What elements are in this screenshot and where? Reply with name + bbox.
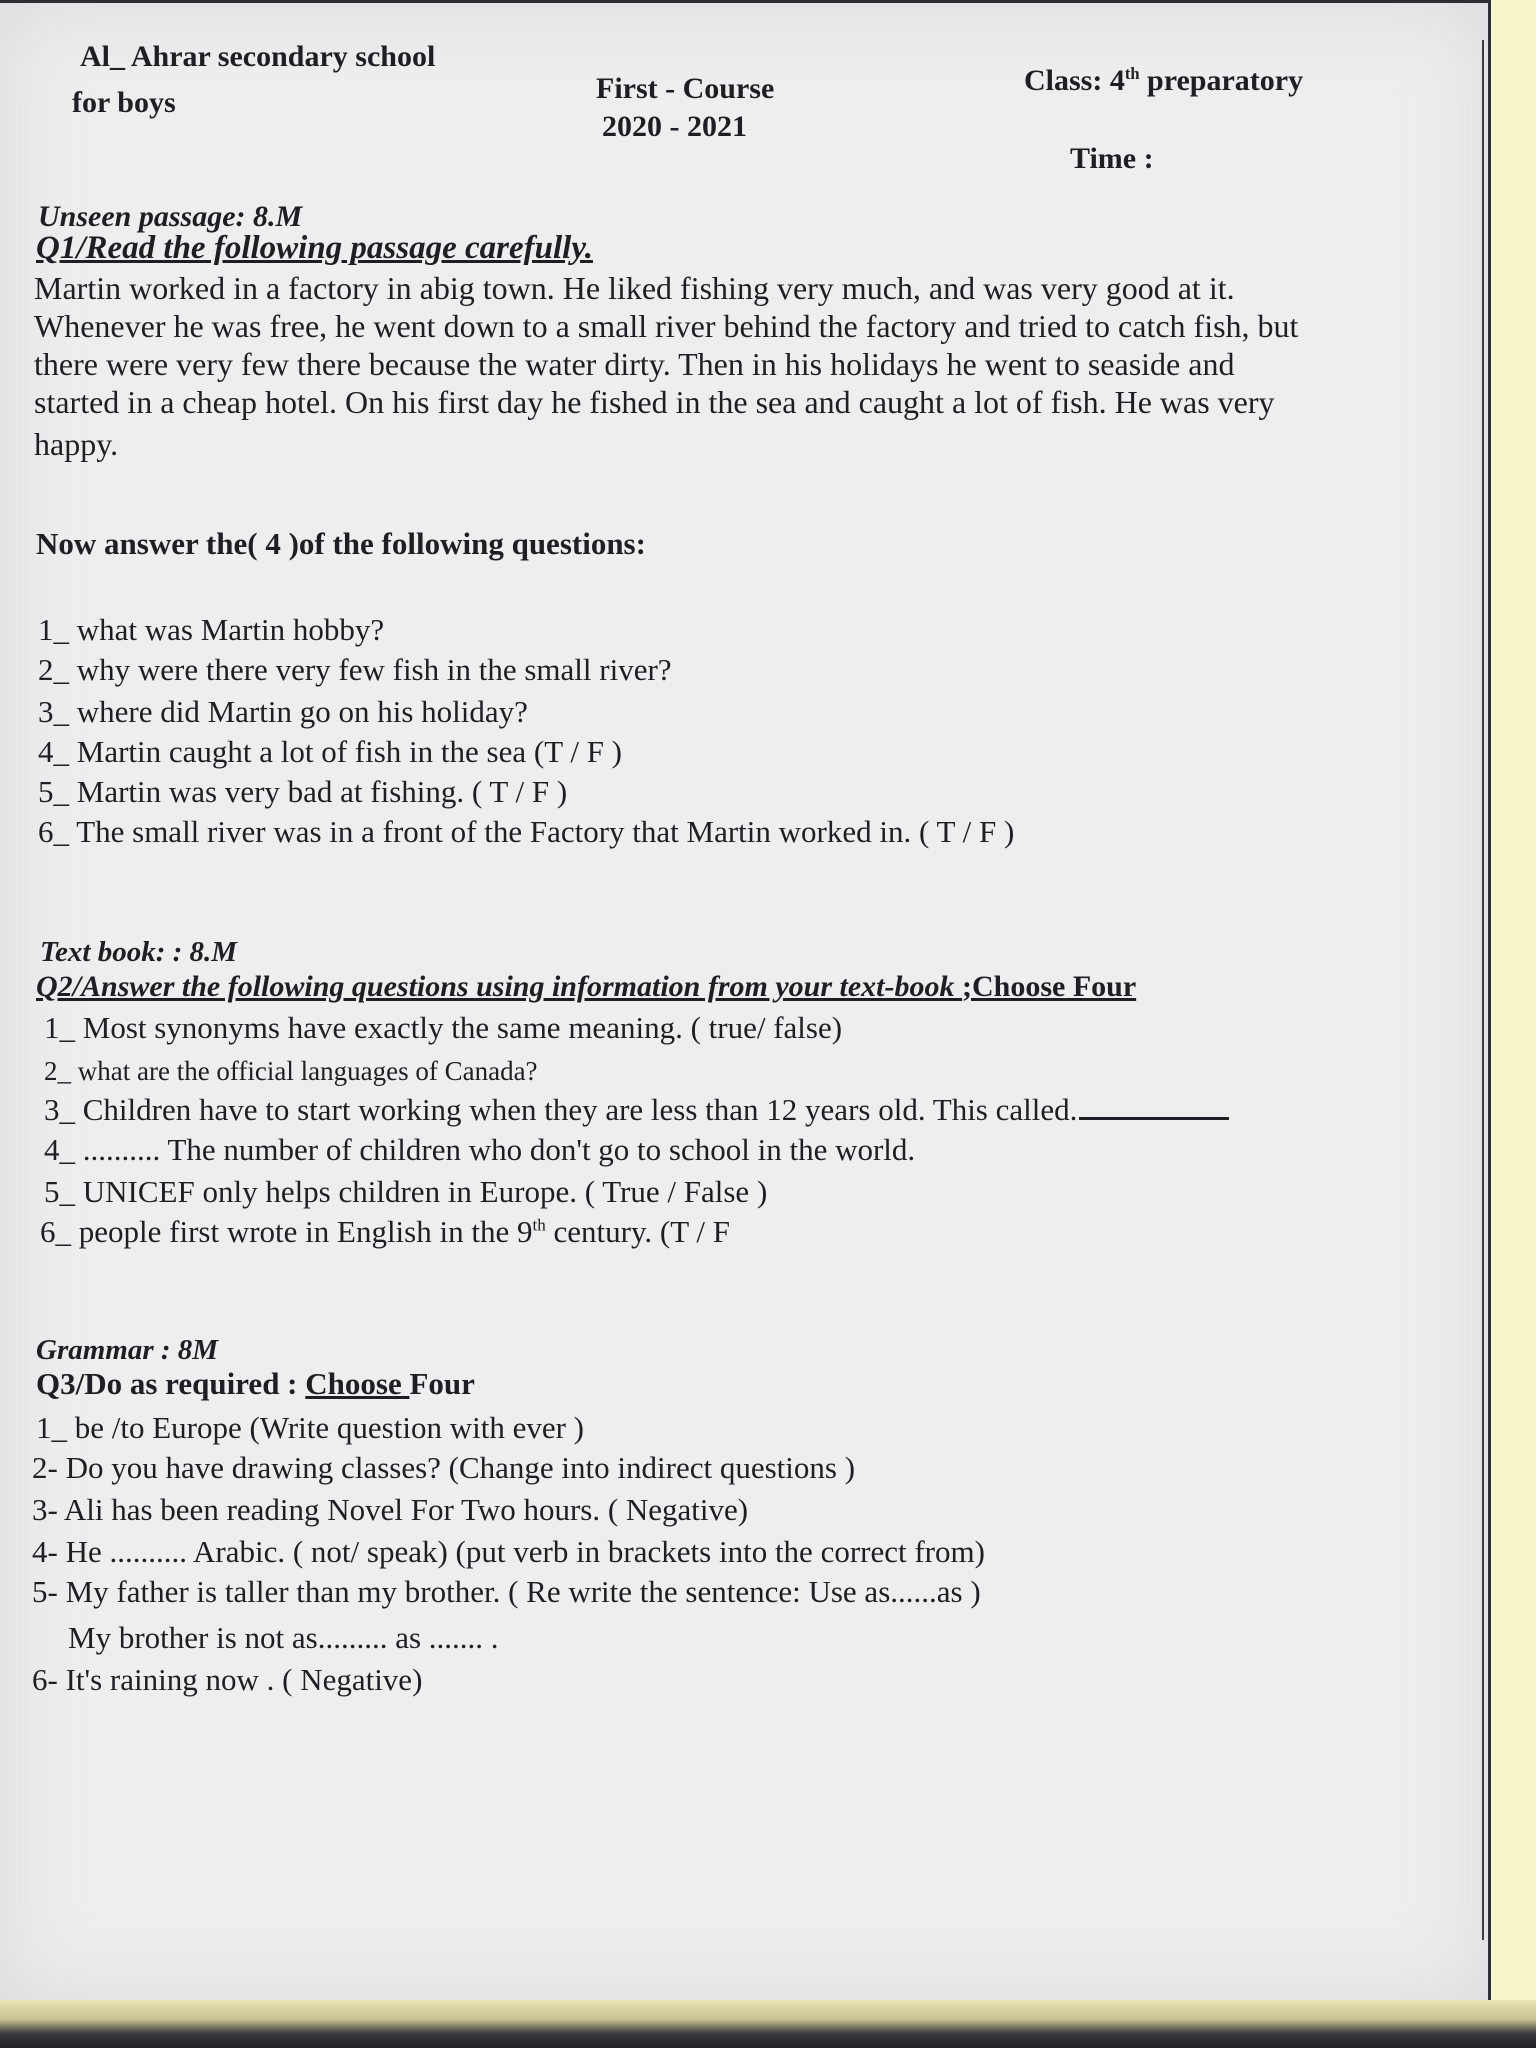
q1-title: Q1/Read the following passage carefully. [36, 230, 594, 266]
q1-question: 6_ The small river was in a front of the Factory that Martin worked in. ( T / F ) [38, 814, 1015, 849]
q2-question: 5_ UNICEF only helps children in Europe. ( True / False ) [44, 1174, 768, 1209]
q3-question: 6- It's raining now . ( Negative) [32, 1662, 423, 1697]
school-name-line2: for boys [72, 86, 176, 119]
q2-question: 6_ people first wrote in English in the 9th century. (T / F [40, 1214, 730, 1249]
q1-instruction: Now answer the( 4 )of the following questions: [36, 526, 646, 561]
desk-background [0, 2000, 1536, 2048]
q2-question: 4_ .......... The number of children who don't go to school in the world. [44, 1132, 916, 1167]
school-name: Al_ Ahrar secondary school [80, 40, 436, 73]
q3-title: Q3/Do as required : Choose Four [36, 1366, 475, 1401]
q3-question: 4- He .......... Arabic. ( not/ speak) (put verb in brackets into the correct from) [32, 1534, 985, 1569]
time-label: Time : [1070, 142, 1154, 175]
answer-blank-line [1079, 1117, 1229, 1120]
q3-rewrite-line: My brother is not as......... as ....... . [68, 1620, 499, 1655]
q3-section-label: Grammar : 8M [36, 1334, 219, 1366]
q1-question: 1_ what was Martin hobby? [38, 612, 385, 647]
q1-question: 5_ Martin was very bad at fishing. ( T / F ) [38, 774, 568, 809]
q3-question: 5- My father is taller than my brother. ( Re write the sentence: Use as......as ) [32, 1574, 981, 1609]
q3-question: 2- Do you have drawing classes? (Change into indirect questions ) [32, 1450, 856, 1485]
q3-question: 1_ be /to Europe (Write question with ever ) [36, 1410, 584, 1445]
q2-question: 2_ what are the official languages of Canada? [44, 1056, 538, 1086]
passage-line: Whenever he was free, he went down to a small river behind the factory and tried to catch fish, but [34, 308, 1299, 344]
q1-question: 4_ Martin caught a lot of fish in the sea (T / F ) [38, 734, 623, 769]
q2-section-label: Text book: : 8.M [40, 936, 238, 968]
course-label: First - Course [596, 72, 775, 105]
passage-line: happy. [34, 426, 119, 462]
page-border [1482, 40, 1484, 1940]
passage-line: there were very few there because the water dirty. Then in his holidays he went to seaside and [34, 346, 1235, 382]
year-label: 2020 - 2021 [602, 110, 747, 143]
q2-question: 3_ Children have to start working when they are less than 12 years old. This called. [44, 1092, 1229, 1128]
passage-line: Martin worked in a factory in abig town. He liked fishing very much, and was very good at it. [34, 270, 1235, 306]
q1-question: 3_ where did Martin go on his holiday? [38, 694, 528, 729]
class-label: Class: 4th preparatory [1024, 64, 1304, 97]
passage-line: started in a cheap hotel. On his first day he fished in the sea and caught a lot of fish. He was very [34, 384, 1275, 420]
q3-question: 3- Ali has been reading Novel For Two hours. ( Negative) [32, 1492, 749, 1527]
q2-title: Q2/Answer the following questions using information from your text-book ;Choose Four [36, 970, 1137, 1003]
q2-question: 1_ Most synonyms have exactly the same meaning. ( true/ false) [44, 1010, 843, 1045]
q1-section-label: Unseen passage: 8.M [38, 200, 303, 233]
q1-question: 2_ why were there very few fish in the small river? [38, 652, 672, 687]
